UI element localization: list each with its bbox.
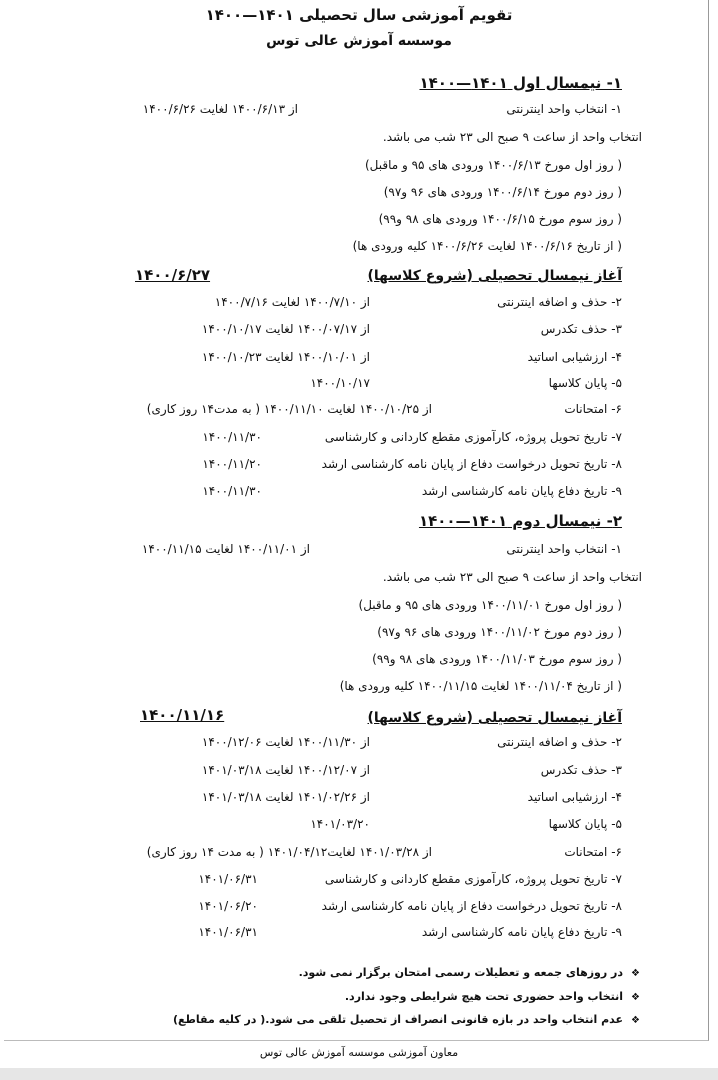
sem2-start-label: آغاز نیمسال تحصیلی (شروع کلاسها): [367, 710, 622, 726]
sem1-registration-dates: از ۱۴۰۰/۶/۱۳ لغایت ۱۴۰۰/۶/۲۶: [142, 102, 298, 116]
sem1-item-row: [0, 430, 718, 456]
institute-name: موسسه آموزش عالی توس: [266, 33, 452, 49]
sem2-item-label: ۲- حذف و اضافه اینترنتی: [497, 735, 622, 749]
sem2-item-value: ۱۴۰۱/۰۳/۲۰: [310, 817, 370, 831]
sem1-start-date: ۱۴۰۰/۶/۲۷: [135, 266, 211, 284]
sem2-item-row: [0, 790, 718, 816]
sem1-start-label: آغاز نیمسال تحصیلی (شروع کلاسها): [367, 268, 622, 284]
sem2-item-label: ۷- تاریخ تحویل پروژه، کارآموزی مقطع کاردانی و کارشناسی: [324, 872, 622, 886]
footer-signature: معاون آموزشی موسسه آموزش عالی توس: [259, 1046, 459, 1059]
sem2-registration-row: [0, 542, 718, 568]
sem2-item-row: [0, 735, 718, 761]
note-item: [299, 966, 640, 979]
sem2-item-label: ۴- ارزشیابی اساتید: [527, 790, 622, 804]
sem1-item-row: [0, 484, 718, 510]
sem1-item-value: ۱۴۰۰/۱۰/۱۷: [310, 376, 370, 390]
sem1-item-label: ۲- حذف و اضافه اینترنتی: [497, 295, 622, 309]
sem1-item-row: [0, 322, 718, 348]
calendar-title: تقویم آموزشی سال تحصیلی ۱۴۰۱—۱۴۰۰: [205, 6, 513, 24]
sem2-item-value: از ۱۴۰۰/۱۱/۳۰ لغایت ۱۴۰۰/۱۲/۰۶: [201, 735, 370, 749]
sem2-start-date: ۱۴۰۰/۱۱/۱۶: [140, 706, 225, 724]
sem1-item-row: [0, 457, 718, 483]
bullet-icon: ❖: [631, 1015, 640, 1026]
sem2-item-value: از ۱۴۰۱/۰۲/۲۶ لغایت ۱۴۰۱/۰۳/۱۸: [201, 790, 370, 804]
sem1-item-value: از ۱۴۰۰/۱۰/۰۱ لغایت ۱۴۰۰/۱۰/۲۳: [201, 350, 370, 364]
sem2-item-row: [0, 872, 718, 898]
sem2-item-label: ۸- تاریخ تحویل درخواست دفاع از پایان نامه کارشناسی ارشد: [321, 899, 622, 913]
sem2-day-3: ( روز سوم مورخ ۱۴۰۰/۱۱/۰۳ ورودی های ۹۸ و۹۹): [372, 652, 622, 666]
sem1-item-label: ۸- تاریخ تحویل درخواست دفاع از پایان نامه کارشناسی ارشد: [321, 457, 622, 471]
sem2-item-row: [0, 925, 718, 951]
sem1-day-1: ( روز اول مورخ ۱۴۰۰/۶/۱۳ ورودی های ۹۵ و ماقبل): [364, 158, 622, 172]
sem1-item-row: [0, 402, 718, 428]
bullet-icon: ❖: [631, 968, 640, 979]
note-text: عدم انتخاب واحد در بازه قانونی انصراف از تحصیل تلقی می شود.( در کلیه مقاطع): [173, 1013, 624, 1026]
sem1-registration-row: [0, 102, 718, 128]
sem2-item-value: ۱۴۰۱/۰۶/۲۰: [198, 899, 258, 913]
sem2-item-label: ۶- امتحانات: [564, 845, 622, 859]
sem2-item-label: ۹- تاریخ دفاع پایان نامه کارشناسی ارشد: [421, 925, 622, 939]
sem1-item-label: ۵- پایان کلاسها: [548, 376, 622, 390]
sem2-item-row: [0, 763, 718, 789]
sem2-registration-hours: انتخاب واحد از ساعت ۹ صبح الی ۲۳ شب می باشد.: [382, 570, 642, 584]
sem1-item-row: [0, 295, 718, 321]
sem1-item-value: ۱۴۰۰/۱۱/۳۰: [202, 430, 262, 444]
sem2-item-row: [0, 845, 718, 871]
sem1-item-label: ۷- تاریخ تحویل پروژه، کارآموزی مقطع کاردانی و کارشناسی: [324, 430, 622, 444]
sem2-item-value: ۱۴۰۱/۰۶/۳۱: [198, 872, 258, 886]
sem2-day-all: ( از تاریخ ۱۴۰۰/۱۱/۰۴ لغایت ۱۴۰۰/۱۱/۱۵ کلیه ورودی ها): [339, 679, 622, 693]
sem1-day-3: ( روز سوم مورخ ۱۴۰۰/۶/۱۵ ورودی های ۹۸ و۹۹): [378, 212, 622, 226]
sem2-day-1: ( روز اول مورخ ۱۴۰۰/۱۱/۰۱ ورودی های ۹۵ و ماقبل): [358, 598, 622, 612]
semester2-heading: ۲- نیمسال دوم ۱۴۰۱—۱۴۰۰: [418, 512, 622, 530]
sem1-item-value: ۱۴۰۰/۱۱/۲۰: [202, 457, 262, 471]
sem1-day-all: ( از تاریخ ۱۴۰۰/۶/۱۶ لغایت ۱۴۰۰/۶/۲۶ کلیه ورودی ها): [352, 239, 622, 253]
sem2-day-2: ( روز دوم مورخ ۱۴۰۰/۱۱/۰۲ ورودی های ۹۶ و۹۷): [377, 625, 622, 639]
sem1-item-value: از ۱۴۰۰/۷/۱۰ لغایت ۱۴۰۰/۷/۱۶: [214, 295, 370, 309]
sem2-registration-dates: از ۱۴۰۰/۱۱/۰۱ لغایت ۱۴۰۰/۱۱/۱۵: [141, 542, 310, 556]
sem1-item-label: ۳- حذف تکدرس: [540, 322, 622, 336]
bottom-bar: [0, 1068, 718, 1080]
sem1-item-value: از ۱۴۰۰/۱۰/۲۵ لغایت ۱۴۰۰/۱۱/۱۰ ( به مدت۱۴ روز کاری): [146, 402, 432, 416]
sem2-item-value: ۱۴۰۱/۰۶/۳۱: [198, 925, 258, 939]
note-text: انتخاب واحد حضوری تحت هیچ شرایطی وجود ندارد.: [344, 990, 624, 1003]
note-item: [345, 990, 640, 1003]
sem2-registration-label: ۱- انتخاب واحد اینترنتی: [506, 542, 622, 556]
note-item: [173, 1013, 640, 1026]
sem1-day-2: ( روز دوم مورخ ۱۴۰۰/۶/۱۴ ورودی های ۹۶ و۹۷): [383, 185, 622, 199]
sem1-item-label: ۹- تاریخ دفاع پایان نامه کارشناسی ارشد: [421, 484, 622, 498]
sem1-item-value: ۱۴۰۰/۱۱/۳۰: [202, 484, 262, 498]
sem1-registration-label: ۱- انتخاب واحد اینترنتی: [506, 102, 622, 116]
sem1-item-value: از ۱۴۰۰/۰۷/۱۷ لغایت ۱۴۰۰/۱۰/۱۷: [201, 322, 370, 336]
sem1-item-row: [0, 350, 718, 376]
bullet-icon: ❖: [631, 992, 640, 1003]
note-text: در روزهای جمعه و تعطیلات رسمی امتحان برگزار نمی شود.: [298, 966, 624, 979]
sem1-item-label: ۶- امتحانات: [564, 402, 622, 416]
sem2-item-value: از ۱۴۰۱/۰۳/۲۸ لغایت۱۴۰۱/۰۴/۱۲ ( به مدت ۱۴ روز کاری): [146, 845, 432, 859]
sem2-item-label: ۳- حذف تکدرس: [540, 763, 622, 777]
sem1-registration-hours: انتخاب واحد از ساعت ۹ صبح الی ۲۳ شب می باشد.: [382, 130, 642, 144]
sem2-item-row: [0, 899, 718, 925]
sem1-item-row: [0, 376, 718, 402]
sem1-item-label: ۴- ارزشیابی اساتید: [527, 350, 622, 364]
sem2-item-row: [0, 817, 718, 843]
semester1-heading: ۱- نیمسال اول ۱۴۰۱—۱۴۰۰: [419, 74, 622, 92]
sem2-item-label: ۵- پایان کلاسها: [548, 817, 622, 831]
sem2-item-value: از ۱۴۰۰/۱۲/۰۷ لغایت ۱۴۰۱/۰۳/۱۸: [201, 763, 370, 777]
